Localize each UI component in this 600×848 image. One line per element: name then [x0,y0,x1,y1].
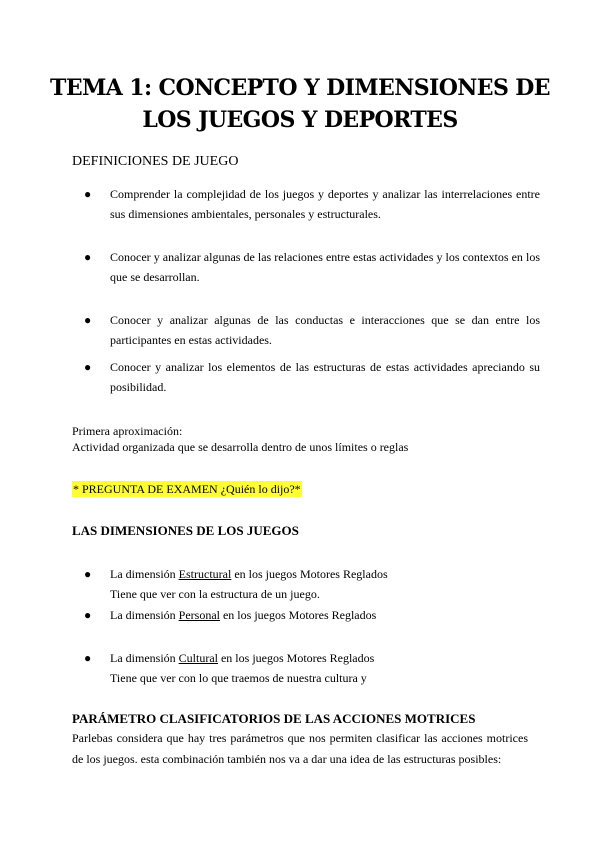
bullet-icon: ● [84,567,92,581]
underlined-term: Personal [178,608,220,622]
first-approximation-label: Primera aproximación: [72,424,183,438]
list-item-text: La dimensión Estructural en los juegos Motores Reglados Tiene que ver con la estructura de un juego. [110,567,388,601]
exam-question-note [72,481,302,497]
exam-question-highlight: * PREGUNTA DE EXAMEN ¿Quién lo dijo?* [73,482,301,496]
section-heading-dimensiones: LAS DIMENSIONES DE LOS JUEGOS [72,523,299,538]
bullet-icon: ● [84,313,92,327]
list-item-text: Conocer y analizar algunas de las relaciones entre estas actividades y los contextos en los que se desarrollan. [110,250,540,284]
bullet-icon: ● [84,608,92,622]
list-item-text: Conocer y analizar los elementos de las estructuras de estas actividades apreciando su posibilidad. [110,360,540,394]
document-title-line-2: LOS JUEGOS Y DEPORTES [142,107,458,133]
bullet-icon: ● [84,250,92,264]
bullet-icon: ● [84,187,92,201]
document-title-line-1: TEMA 1: CONCEPTO Y DIMENSIONES DE [50,75,550,101]
bullet-icon: ● [84,360,92,374]
section-heading-parametro: PARÁMETRO CLASIFICATORIOS DE LAS ACCIONES MOTRICES [72,711,476,726]
list-item-text: Comprender la complejidad de los juegos y deportes y analizar las interrelaciones entre sus dimensiones ambientales, personales y estructurales. [110,187,540,221]
list-item-text: La dimensión Cultural en los juegos Motores Reglados Tiene que ver con lo que traemos de nuestra cultura y [110,651,375,685]
underlined-term: Cultural [178,651,218,665]
first-approximation-text: Actividad organizada que se desarrolla dentro de unos límites o reglas [72,440,409,454]
list-item-text: Conocer y analizar algunas de las conductas e interacciones que se dan entre los participantes en estas actividades. [110,313,540,347]
bullet-icon: ● [84,651,92,665]
list-item-subtext: Tiene que ver con la estructura de un juego. [110,587,320,601]
list-item-text: La dimensión Personal en los juegos Motores Reglados [110,608,377,622]
list-item-subtext: Tiene que ver con lo que traemos de nuestra cultura y [110,671,367,685]
underlined-term: Estructural [178,567,232,581]
section-heading-definiciones: DEFINICIONES DE JUEGO [72,154,239,169]
parlebas-paragraph: Parlebas considera que hay tres parámetros que nos permiten clasificar las acciones motrices de los juegos. esta combinación también nos va a dar una idea de las estructuras posibles: [72,731,528,766]
